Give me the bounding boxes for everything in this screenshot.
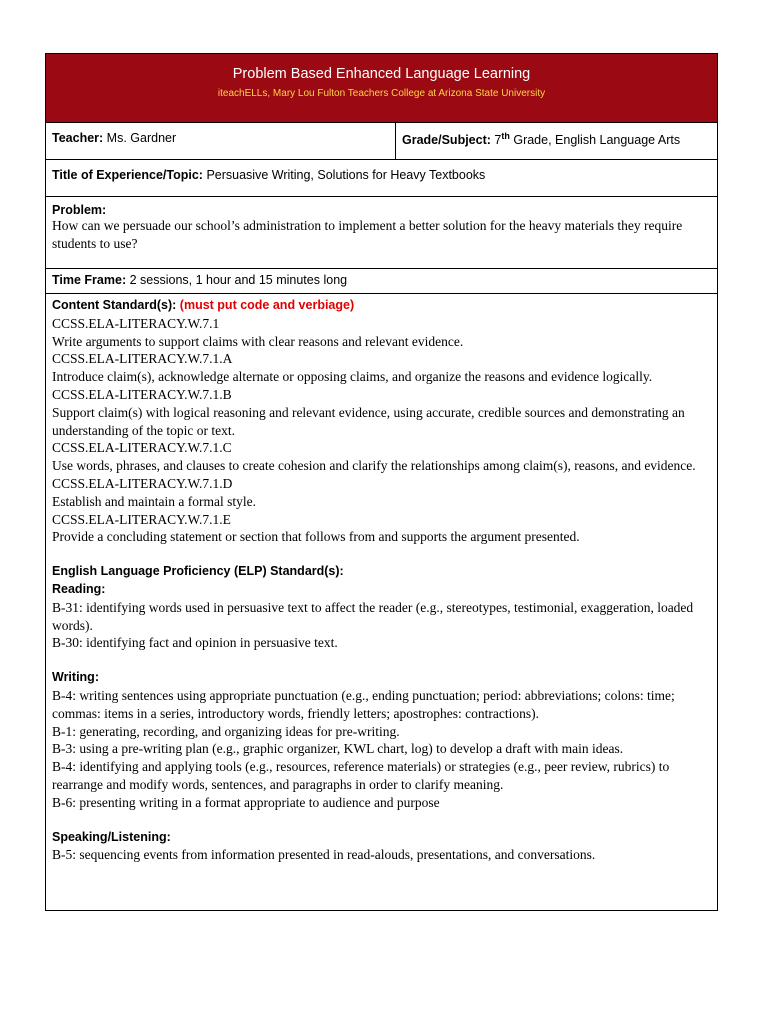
standard-text: Write arguments to support claims with clear reasons and relevant evidence. — [52, 333, 464, 349]
problem-text: How can we persuade our school’s administration to implement a better solution for the heavy materials they require students to use? — [52, 218, 683, 251]
lesson-plan-table — [45, 53, 718, 911]
problem-row — [46, 197, 717, 269]
grade-label: Grade/Subject: — [402, 133, 491, 148]
standard-text: Introduce claim(s), acknowledge alternate or opposing claims, and organize the reasons and evidence logically. — [52, 369, 653, 385]
elp-item: B-6: presenting writing in a format appropriate to audience and purpose — [52, 794, 440, 810]
standard-item — [52, 475, 711, 511]
grade-cell — [396, 123, 717, 159]
standard-text: Provide a concluding statement or section that follows from and supports the argument presented. — [52, 529, 580, 545]
teacher-cell — [46, 123, 396, 159]
standards-row — [46, 294, 717, 910]
topic-row — [46, 160, 717, 197]
writing-label: Writing: — [52, 670, 99, 685]
standard-text: Support claim(s) with logical reasoning and relevant evidence, using accurate, credible sources and demonstrating an understanding of the topic or text. — [52, 404, 685, 438]
teacher-label: Teacher: — [52, 131, 104, 145]
time-frame-label: Time Frame: — [52, 273, 127, 287]
time-frame-row — [46, 269, 717, 294]
speaking-label: Speaking/Listening: — [52, 829, 171, 844]
standard-code: CCSS.ELA-LITERACY.W.7.1.B — [52, 386, 232, 402]
reading-label: Reading: — [52, 581, 106, 596]
teacher-value: Ms. Gardner — [106, 131, 177, 145]
standard-item — [52, 511, 711, 547]
standard-item — [52, 439, 711, 475]
standard-code: CCSS.ELA-LITERACY.W.7.1.A — [52, 351, 233, 367]
header-banner — [46, 54, 717, 123]
header-title: Problem Based Enhanced Language Learning — [232, 66, 531, 82]
elp-item: B-3: using a pre-writing plan (e.g., graphic organizer, KWL chart, log) to develop a draft with main ideas. — [52, 741, 624, 757]
standard-item — [52, 315, 711, 351]
time-frame-value: 2 sessions, 1 hour and 15 minutes long — [129, 273, 348, 287]
elp-item: B-4: identifying and applying tools (e.g., resources, reference materials) or strategies (e.g., peer review, rubrics) to rearrange and modify words, sentences, and paragraphs in order to clarify meaning. — [52, 759, 670, 792]
standard-code: CCSS.ELA-LITERACY.W.7.1.D — [52, 475, 233, 491]
grade-number: 7 — [494, 133, 502, 148]
standard-item — [52, 350, 711, 386]
standard-code: CCSS.ELA-LITERACY.W.7.1.C — [52, 440, 232, 456]
content-standards-note: (must put code and verbiage) — [179, 298, 355, 312]
standard-code: CCSS.ELA-LITERACY.W.7.1.E — [52, 511, 231, 527]
topic-label: Title of Experience/Topic: — [52, 168, 203, 182]
teacher-grade-row — [46, 123, 717, 160]
standard-text: Use words, phrases, and clauses to create cohesion and clarify the relationships among claim(s), reasons, and evidence. — [52, 458, 696, 474]
problem-label: Problem: — [52, 203, 107, 217]
grade-suffix: th — [501, 131, 510, 141]
content-standards-label: Content Standard(s): — [52, 298, 177, 312]
elp-item: B-31: identifying words used in persuasive text to affect the reader (e.g., stereotypes, testimonial, exaggeration, loaded words). — [52, 599, 694, 633]
topic-value: Persuasive Writing, Solutions for Heavy Textbooks — [206, 168, 486, 182]
standard-code: CCSS.ELA-LITERACY.W.7.1 — [52, 315, 220, 331]
elp-item: B-30: identifying fact and opinion in persuasive text. — [52, 635, 338, 651]
elp-item: B-1: generating, recording, and organizing ideas for pre-writing. — [52, 723, 400, 739]
elp-heading: English Language Proficiency (ELP) Standard(s): — [52, 564, 344, 579]
grade-subject: Grade, English Language Arts — [513, 133, 681, 148]
elp-item: B-5: sequencing events from information presented in read-alouds, presentations, and conversations. — [52, 847, 596, 863]
standard-text: Establish and maintain a formal style. — [52, 493, 256, 509]
standard-item — [52, 386, 711, 439]
elp-item: B-4: writing sentences using appropriate punctuation (e.g., ending punctuation; period: abbreviations; colons: time; commas: items in a series, introductory words, friendly letters; apostrophes: contractions). — [52, 687, 675, 721]
header-subtitle: iteachELLs, Mary Lou Fulton Teachers College at Arizona State University — [217, 88, 546, 99]
